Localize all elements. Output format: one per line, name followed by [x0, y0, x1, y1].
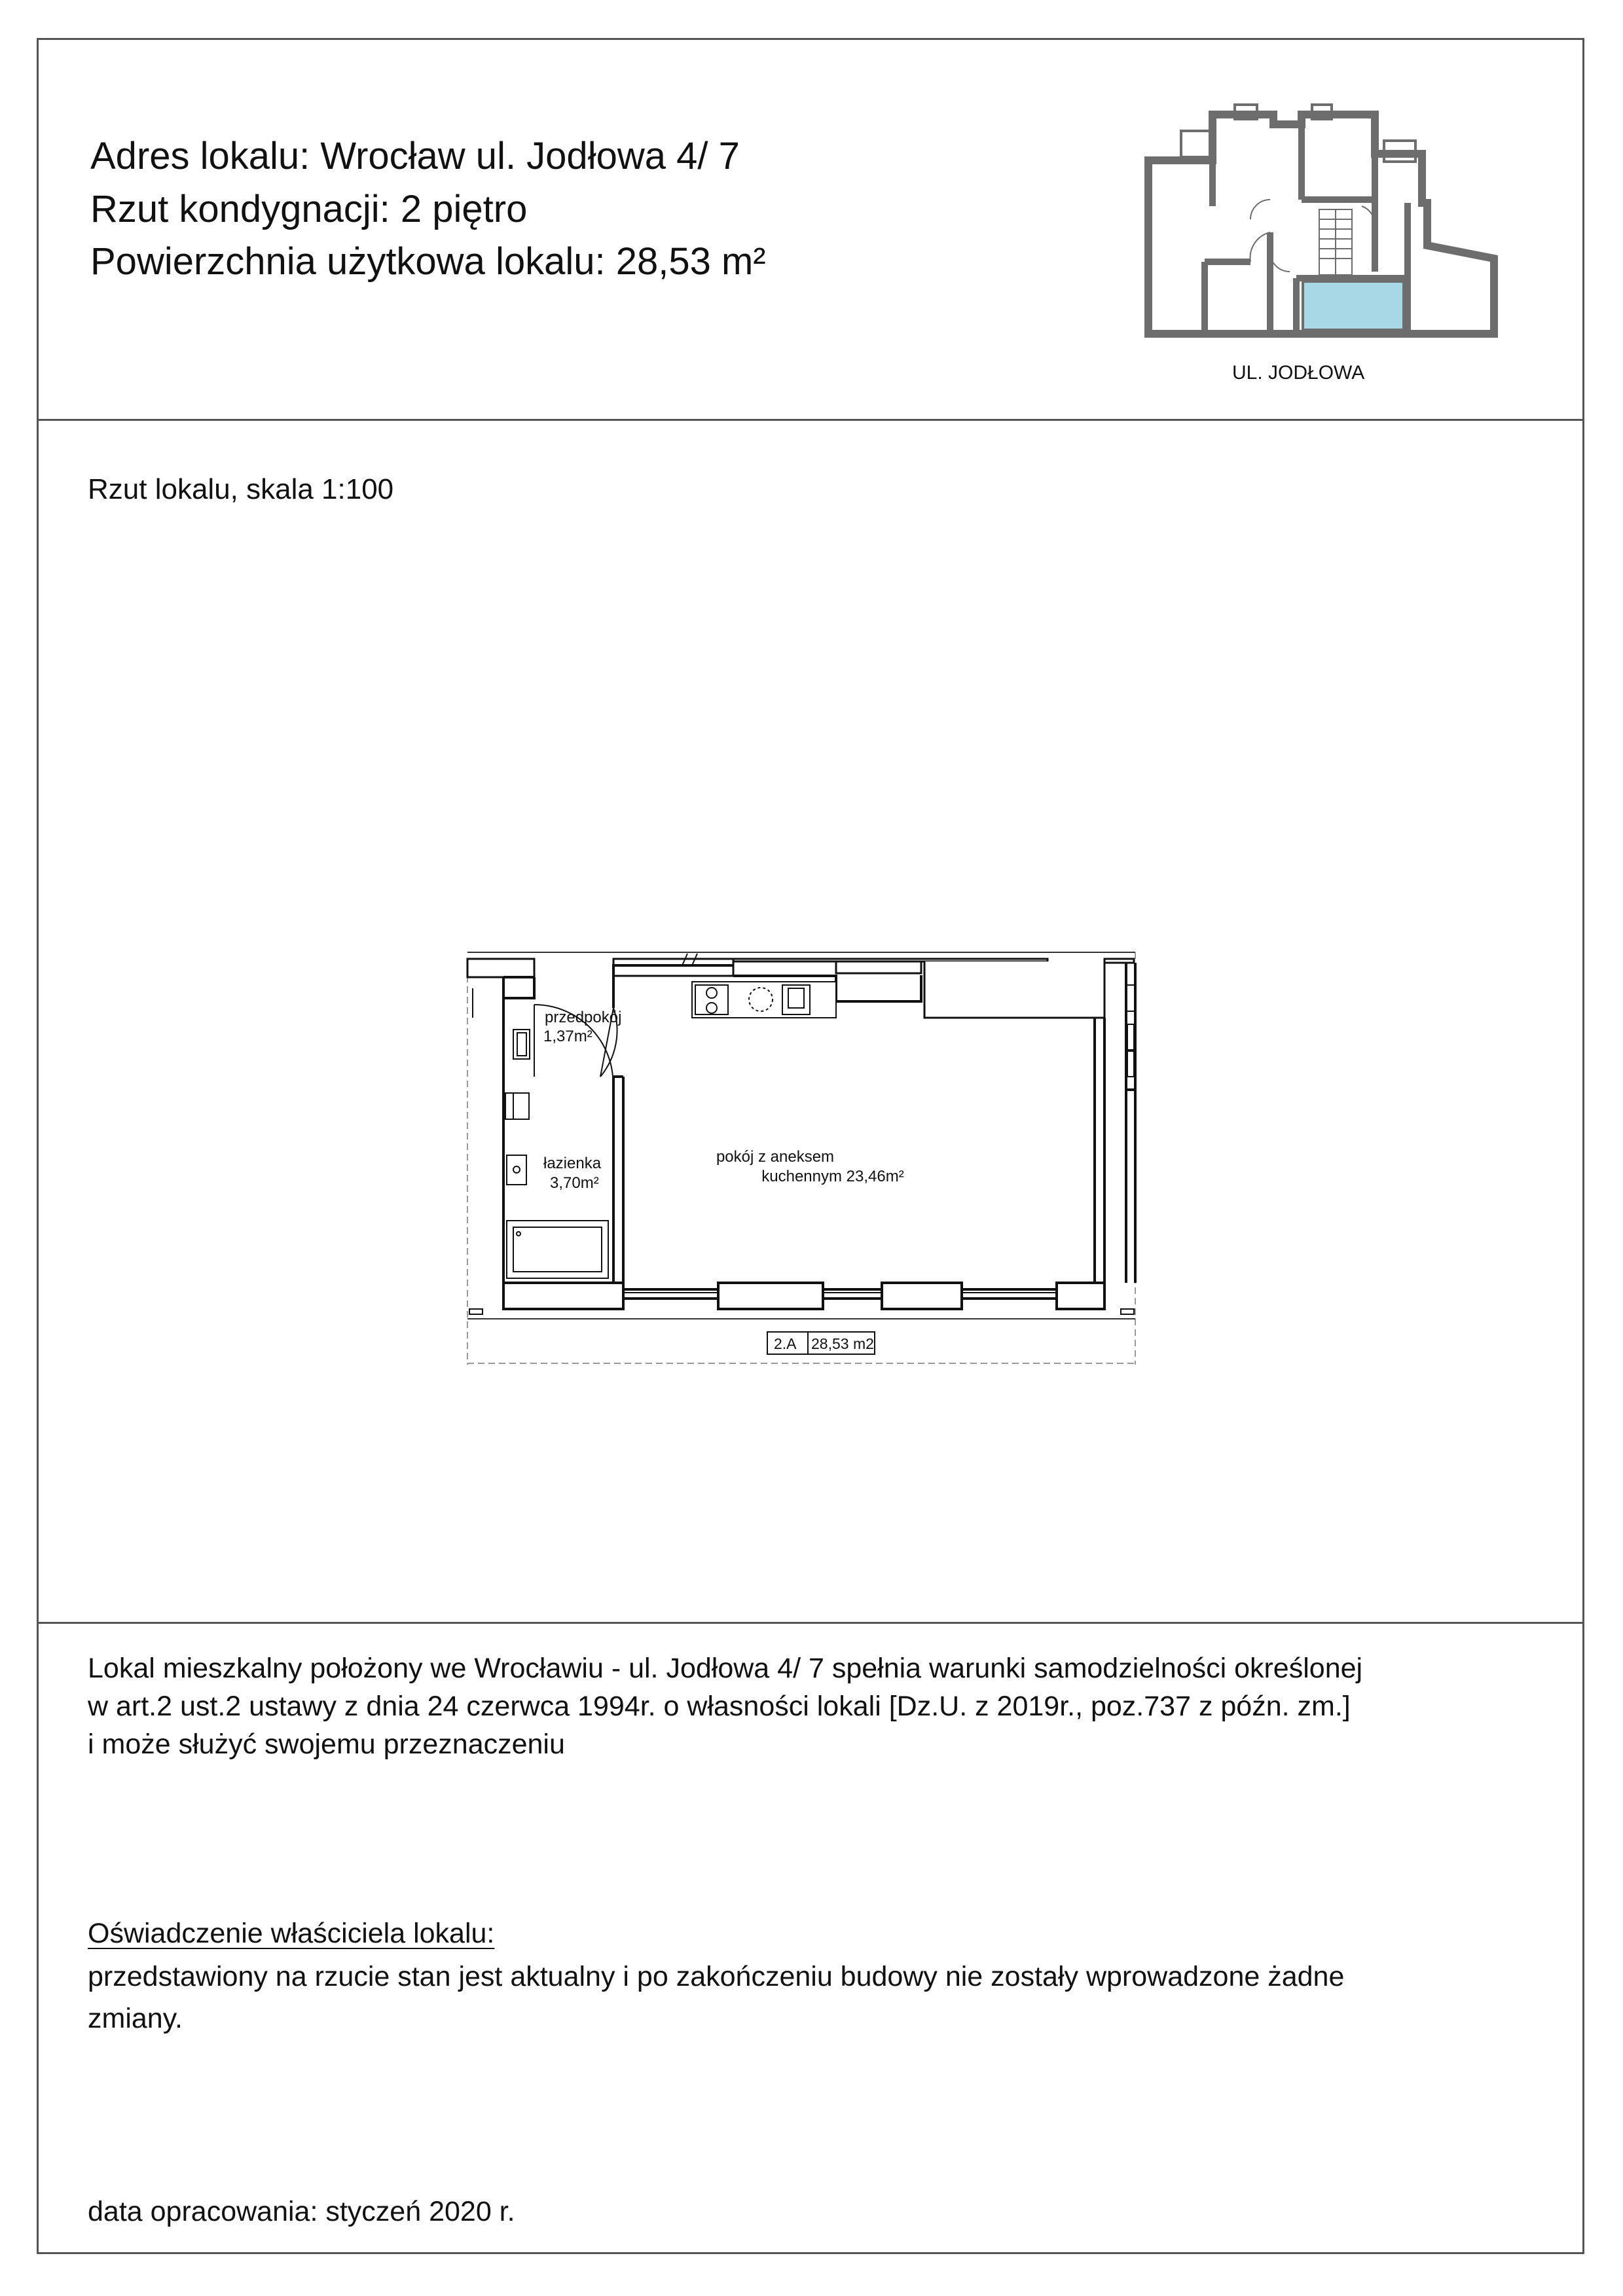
room-area-living: kuchennym 23,46m² — [761, 1168, 904, 1185]
room-label-bathroom: łazienka — [543, 1155, 602, 1172]
key-plan — [1139, 101, 1506, 344]
owner-line-1: przedstawiony na rzucie stan jest aktualny i po zakończeniu budowy nie zostały wprowadzone żadne — [88, 1961, 1345, 1992]
room-label-hall: przedpokój — [545, 1009, 622, 1026]
plan-title: Rzut lokalu, skala 1:100 — [88, 473, 394, 505]
room-area-bathroom: 3,70m² — [550, 1174, 599, 1192]
key-plan-street-label: UL. JODŁOWA — [1232, 362, 1365, 384]
area-line: Powierzchnia użytkowa lokalu: 28,53 m² — [90, 240, 766, 283]
room-label-living: pokój z aneksem — [716, 1148, 835, 1166]
date-line: data opracowania: styczeń 2020 r. — [88, 2196, 515, 2227]
statement-divider — [37, 1622, 1584, 1624]
owner-line-2: zmiany. — [88, 2003, 183, 2034]
header-divider — [37, 419, 1584, 421]
floor-plan — [466, 946, 1137, 1365]
statement-line-2: w art.2 ust.2 ustawy z dnia 24 czerwca 1994r. o własności lokali [Dz.U. z 2019r., poz.737 z późn. zm.] — [88, 1691, 1351, 1722]
unit-area: 28,53 m2 — [811, 1335, 874, 1352]
key-plan-highlighted-unit — [1303, 281, 1404, 330]
address-line: Adres lokalu: Wrocław ul. Jodłowa 4/ 7 — [90, 135, 740, 177]
room-area-hall: 1,37m² — [543, 1028, 593, 1045]
key-plan-balcony — [1181, 131, 1210, 157]
statement-line-1: Lokal mieszkalny położony we Wrocławiu - ul. Jodłowa 4/ 7 spełnia warunki samodzielności określonej — [88, 1653, 1363, 1684]
unit-id: 2.A — [774, 1335, 797, 1352]
owner-heading: Oświadczenie właściciela lokalu: — [88, 1918, 495, 1949]
statement-line-3: i może służyć swojemu przeznaczeniu — [88, 1729, 565, 1760]
floor-line: Rzut kondygnacji: 2 piętro — [90, 188, 528, 230]
